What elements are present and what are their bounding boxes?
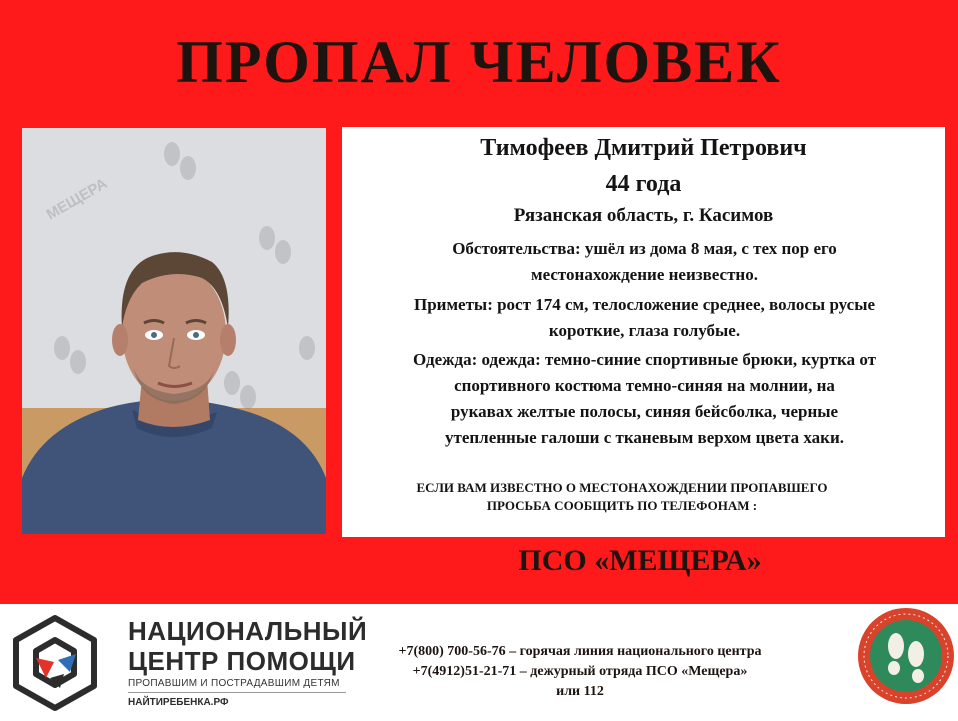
photo-watermark-text: МЕЩЕРА [43, 175, 111, 224]
contact-phone-line: или 112 [556, 684, 604, 699]
circumstances-line: местонахождение неизвестно. [531, 265, 758, 284]
signs-line: короткие, глаза голубые. [548, 321, 741, 340]
clothes-line: рукавах желтые полосы, синяя бейсболка, черные [450, 402, 839, 421]
national-center-name [128, 616, 367, 676]
national-center-name-line: ЦЕНТР ПОМОЩИ [128, 646, 356, 676]
national-center-logo-icon [6, 614, 104, 712]
clothes-line: утепленные галоши с тканевым верхом цвета хаки. [444, 428, 845, 447]
clothes-line: Одежда: одежда: темно-синие спортивные брюки, куртка от [413, 350, 876, 369]
contact-phone-line: +7(800) 700-56-76 – горячая линия национального центра [398, 644, 762, 659]
contact-phones [360, 642, 800, 702]
contact-request-line: ЕСЛИ ВАМ ИЗВЕСТНО О МЕСТОНАХОЖДЕНИИ ПРОПАВШЕГО [416, 480, 828, 495]
divider [128, 692, 346, 693]
contact-request [362, 479, 882, 515]
info-panel [342, 127, 945, 537]
signs-line: Приметы: рост 174 см, телосложение среднее, волосы русые [413, 295, 876, 314]
circumstances-line: Обстоятельства: ушёл из дома 8 мая, с тех пор его [452, 239, 837, 258]
signs-text [352, 292, 937, 344]
person-region: Рязанская область, г. Касимов [513, 205, 774, 226]
clothes-text [352, 347, 937, 451]
national-center-name-line: НАЦИОНАЛЬНЫЙ [128, 616, 368, 646]
circumstances-text [352, 236, 937, 288]
pso-meshchera-badge-icon [856, 606, 956, 706]
national-center-site: НАЙТИРЕБЕНКА.РФ [128, 697, 229, 708]
person-photo [22, 128, 326, 534]
person-name: Тимофеев Дмитрий Петрович [480, 135, 807, 161]
national-center-subtitle: ПРОПАВШИМ И ПОСТРАДАВШИМ ДЕТЯМ [128, 678, 340, 689]
poster-title: ПРОПАЛ ЧЕЛОВЕК [176, 29, 782, 95]
contact-phone-line: +7(4912)51-21-71 – дежурный отряда ПСО «Мещера» [412, 664, 748, 679]
clothes-line: спортивного костюма темно-синяя на молнии, на [454, 376, 835, 395]
contact-request-line: ПРОСЬБА СООБЩИТЬ ПО ТЕЛЕФОНАМ : [486, 498, 758, 513]
footer [0, 604, 958, 721]
person-age: 44 года [605, 171, 682, 197]
pso-title: ПСО «МЕЩЕРА» [518, 544, 762, 577]
person-photo-image [22, 128, 326, 534]
